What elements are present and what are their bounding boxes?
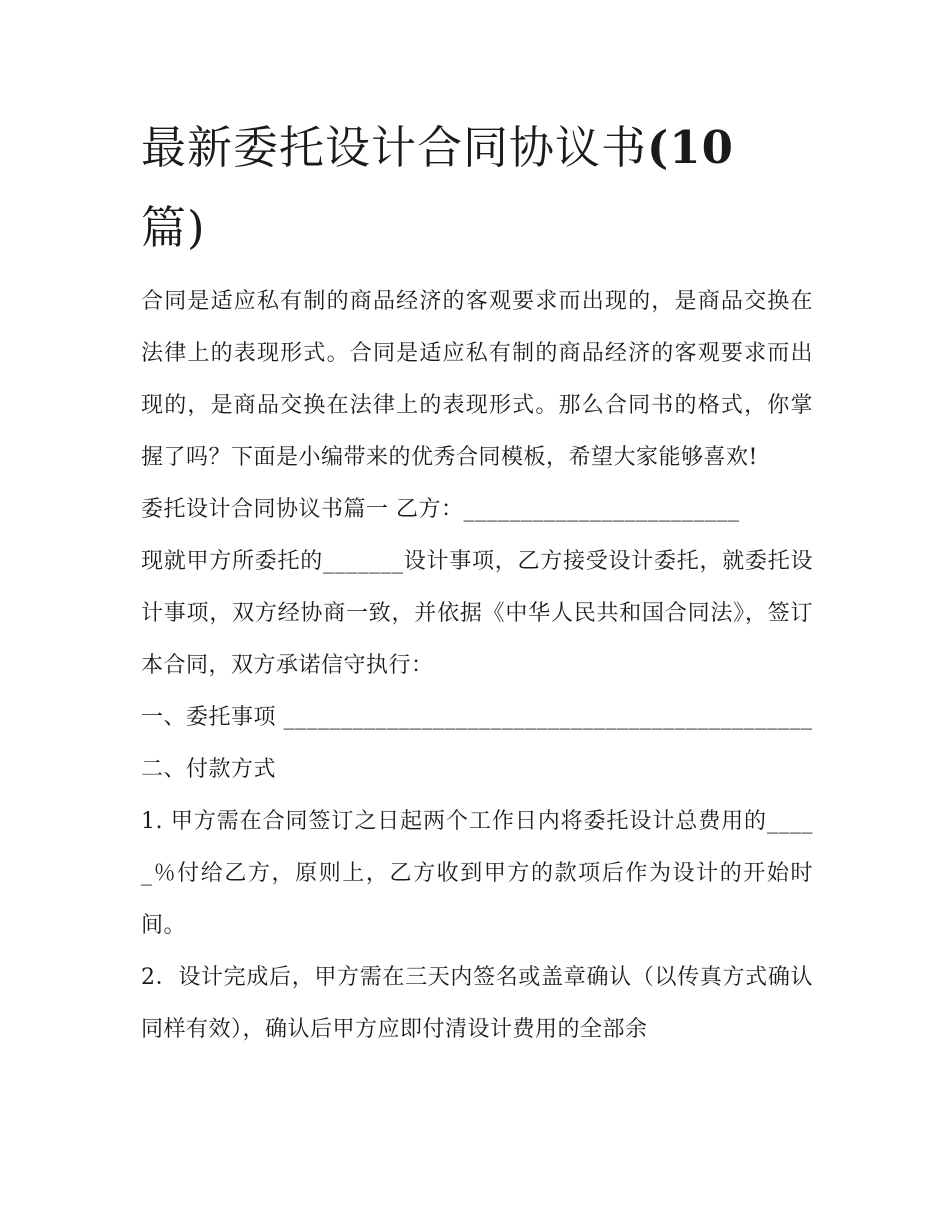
title-paren: (10 [647, 121, 734, 174]
payment-clause-2: 2．设计完成后，甲方需在三天内签名或盖章确认（以传真方式确认同样有效），确认后甲方应即付清设计费用的全部余 [141, 965, 813, 1042]
party-b-line: 委托设计合同协议书篇一 乙方：________________________ [141, 497, 740, 522]
document-title [141, 108, 821, 268]
commission-paragraph: 现就甲方所委托的_______设计事项，乙方接受设计委托，就委托设计事项，双方经协商一致，并依据《中华人民共和国合同法》，签订本合同，双方承诺信守执行： [141, 549, 813, 678]
document-body [141, 276, 813, 1056]
intro-paragraph: 合同是适应私有制的商品经济的客观要求而出现的，是商品交换在法律上的表现形式。合同是适应私有制的商品经济的客观要求而出现的，是商品交换在法律上的表现形式。那么合同书的格式，你掌握了吗？下面是小编带来的优秀合同模板，希望大家能够喜欢! [141, 289, 813, 470]
payment-clause-1: 1. 甲方需在合同签订之日起两个工作日内将委托设计总费用的_____％付给乙方，原则上，乙方收到甲方的款项后作为设计的开始时间。 [141, 809, 813, 938]
title-tail: 篇) [141, 201, 206, 254]
section-payment-heading: 二、付款方式 [141, 757, 277, 782]
title-main: 最新委托设计合同协议书 [141, 121, 648, 174]
section-commission-items: 一、委托事项 ______________________________________________ [141, 705, 813, 730]
